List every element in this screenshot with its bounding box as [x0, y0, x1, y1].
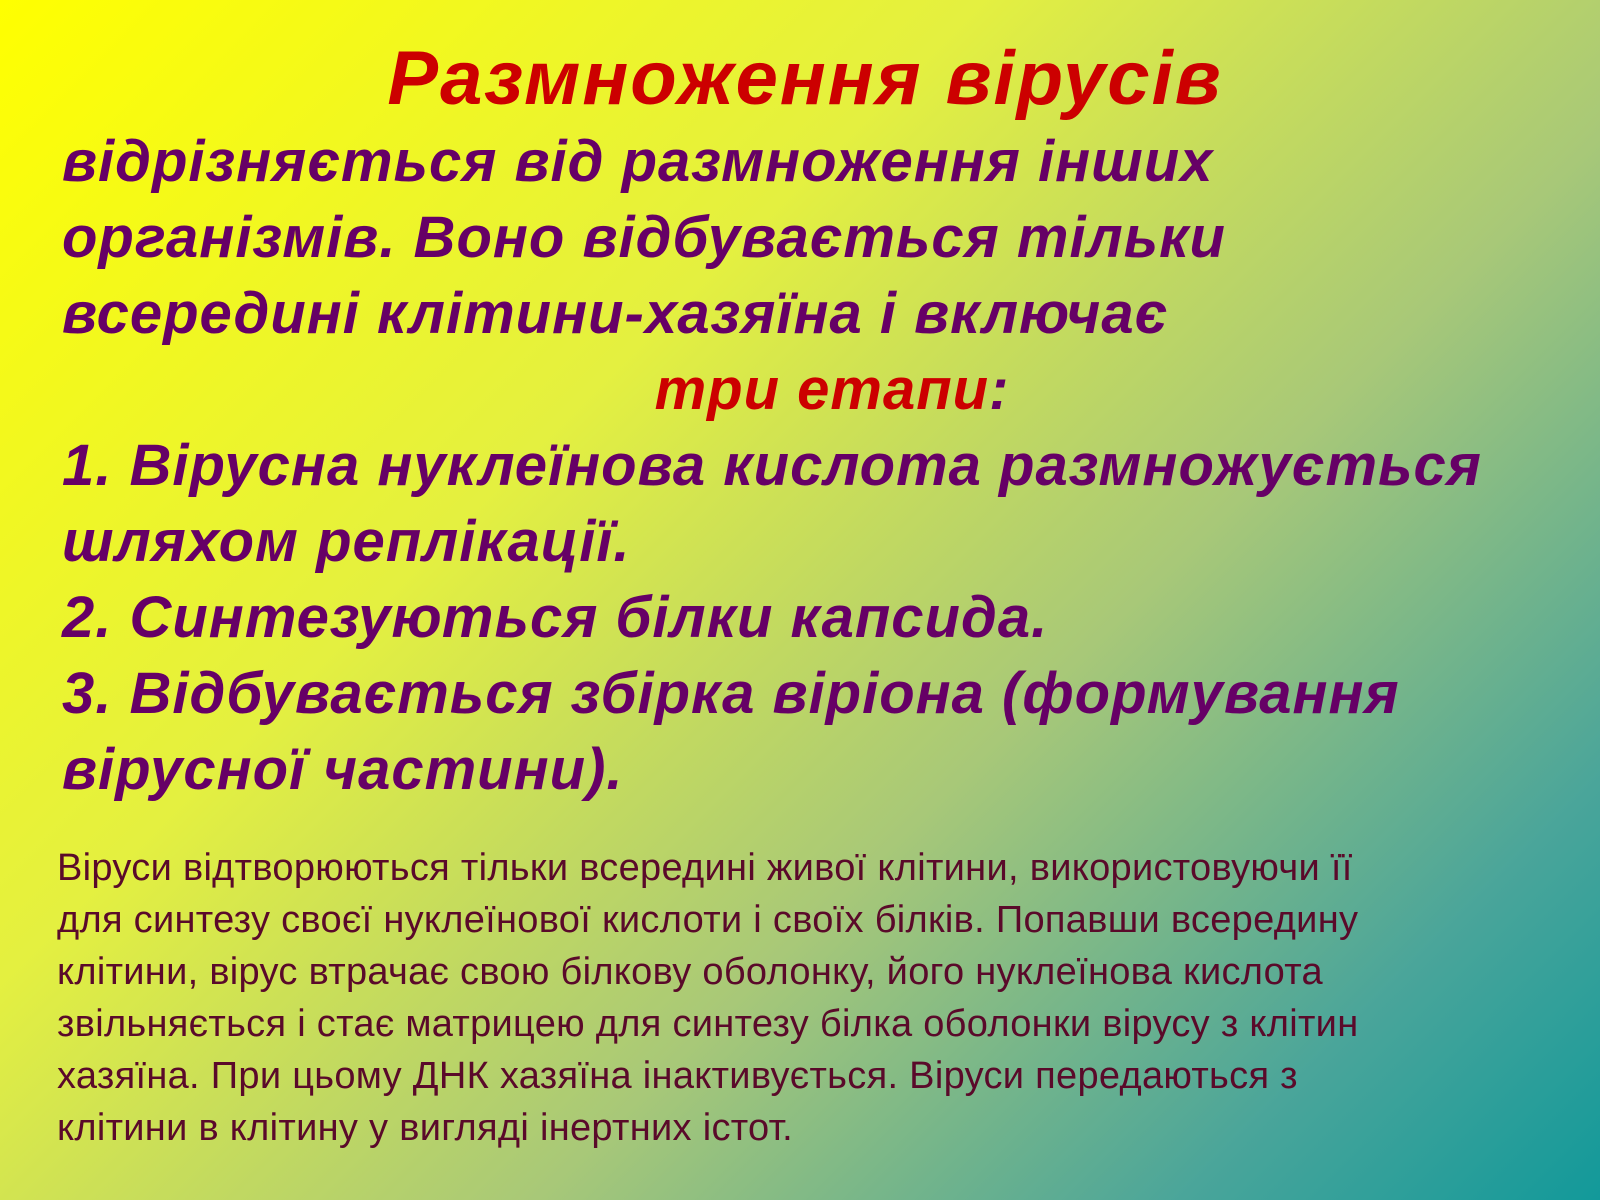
stages-heading: три етапи — [654, 357, 990, 422]
note-line-2: для синтезу своєї нуклеїнової кислоти і своїх білків. Попавши всередину — [57, 899, 1359, 941]
stages-heading-colon: : — [989, 357, 1010, 422]
note-line-4: звільняється і стає матрицею для синтезу білка оболонки вірусу з клітин — [57, 1003, 1359, 1045]
stage-line-1: 1. Вірусна нуклеїнова кислота размножується — [62, 433, 1482, 498]
stages-heading-line — [62, 352, 1562, 428]
stage-line-3: 2. Синтезуються білки капсида. — [62, 585, 1049, 650]
note-line-5: хазяїна. При цьому ДНК хазяїна інактивується. Віруси передаються з — [57, 1055, 1298, 1097]
intro-line-1: відрізняється від размноження інших — [62, 129, 1214, 194]
explanation-note — [57, 842, 1577, 1154]
intro-line-2: організмів. Воно відбувається тільки — [62, 205, 1226, 270]
note-line-3: клітини, вірус втрачає свою білкову оболонку, його нуклеїнова кислота — [57, 951, 1323, 993]
note-line-1: Віруси відтворюються тільки всередині живої клітини, використовуючи її — [57, 847, 1353, 889]
stage-line-4: 3. Відбувається збірка віріона (формування — [62, 661, 1400, 726]
main-text — [62, 124, 1562, 808]
slide-title: Размноження вірусів — [387, 36, 1223, 121]
note-line-6: клітини в клітину у вигляді інертних істот. — [57, 1107, 793, 1149]
stage-line-5: вірусної частини). — [62, 737, 624, 802]
intro-line-3: всередині клітини-хазяїна і включає — [62, 281, 1169, 346]
stage-line-2: шляхом реплікації. — [62, 509, 631, 574]
